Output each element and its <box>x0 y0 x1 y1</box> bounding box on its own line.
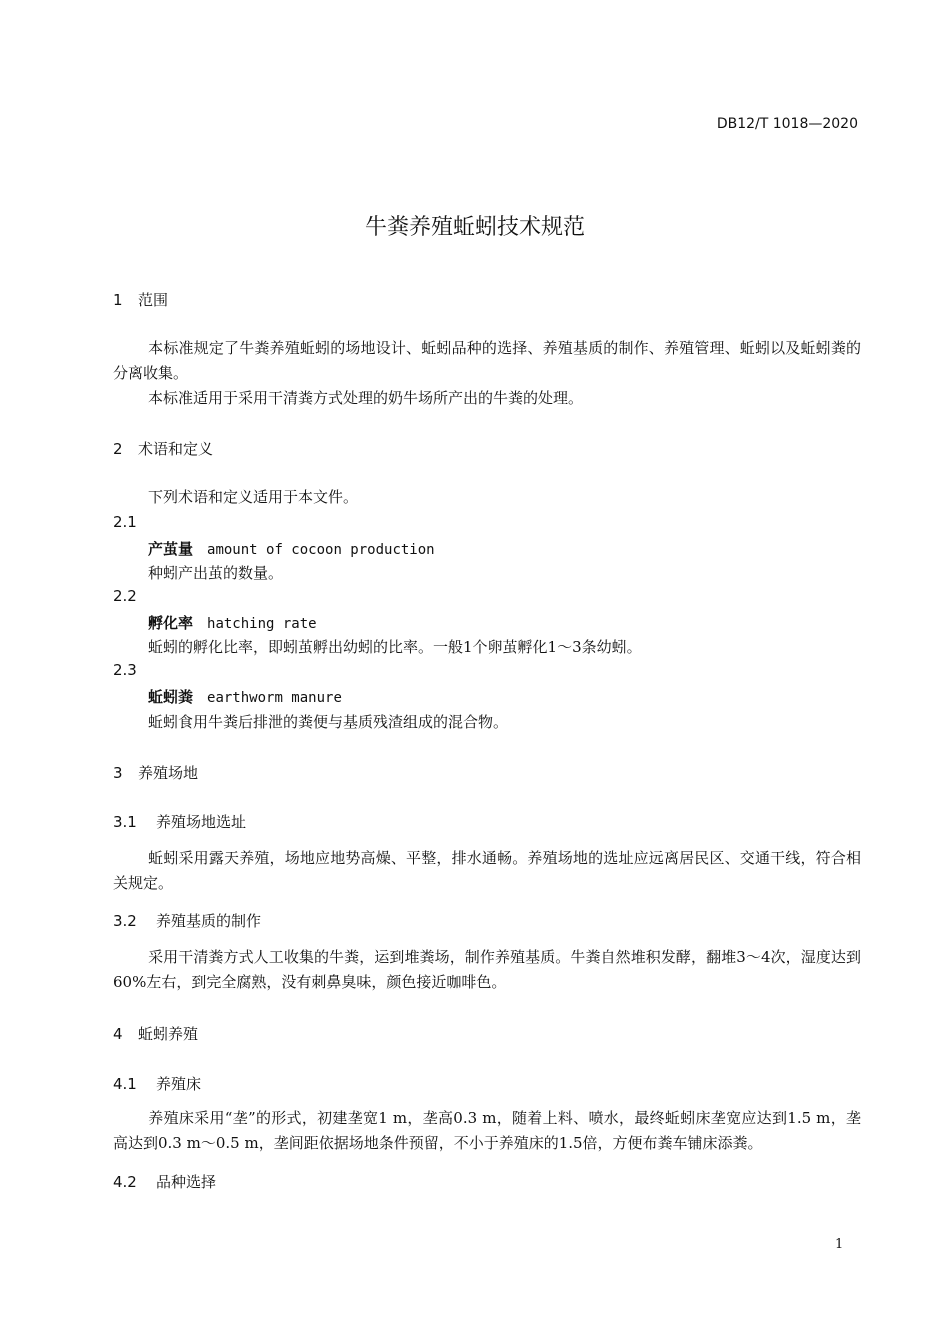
paragraph-text: 本标准规定了牛粪养殖蚯蚓的场地设计、蚯蚓品种的选择、养殖基质的制作、养殖管理、蚯蚓以及蚯蚓粪的分离收集。 <box>113 339 861 382</box>
section-1-paragraph-2 <box>113 386 861 411</box>
term-entry <box>148 612 317 633</box>
section-1-paragraph-1 <box>113 336 861 386</box>
subsection-number: 3.1 <box>113 813 137 831</box>
term-chinese: 孵化率 <box>148 614 194 632</box>
term-number: 2.3 <box>113 661 137 679</box>
term-definition: 蚯蚓食用牛粪后排泄的粪便与基质残渣组成的混合物。 <box>148 713 509 731</box>
subsection-number: 3.2 <box>113 912 137 930</box>
page-title: 牛粪养殖蚯蚓技术规范 <box>364 215 585 240</box>
subsection-4-1-heading <box>113 1073 201 1094</box>
section-2-heading <box>113 438 213 459</box>
section-2-intro <box>113 485 861 510</box>
term-english: earthworm manure <box>207 690 342 706</box>
paragraph-text: 采用干清粪方式人工收集的牛粪，运到堆粪场，制作养殖基质。牛粪自然堆积发酵，翻堆3～4次，湿度达到60%左右，到完全腐熟，没有刺鼻臭味，颜色接近咖啡色。 <box>113 948 861 991</box>
paragraph-text: 蚯蚓采用露天养殖，场地应地势高燥、平整，排水通畅。养殖场地的选址应远离居民区、交通干线，符合相关规定。 <box>113 849 861 892</box>
term-number: 2.2 <box>113 587 137 605</box>
term-english: hatching rate <box>207 616 317 632</box>
term-definition: 蚯蚓的孵化比率，即蚓茧孵出幼蚓的比率。一般1个卵茧孵化1～3条幼蚓。 <box>148 638 642 656</box>
subsection-3-1-paragraph <box>113 846 861 896</box>
section-number: 4 <box>113 1025 123 1043</box>
subsection-3-2-heading <box>113 910 261 931</box>
subsection-number: 4.2 <box>113 1173 137 1191</box>
subsection-title: 养殖场地选址 <box>156 813 247 831</box>
subsection-4-1-paragraph <box>113 1106 861 1156</box>
term-english: amount of cocoon production <box>207 542 435 558</box>
subsection-3-1-heading <box>113 811 246 832</box>
section-title: 养殖场地 <box>138 764 199 782</box>
section-title: 范围 <box>138 291 169 309</box>
paragraph-text: 养殖床采用“垄”的形式，初建垄宽1 m，垄高0.3 m，随着上料、喷水，最终蚯蚓床垄宽应达到1.5 m，垄高达到0.3 m～0.5 m，垄间距依据场地条件预留，不小于养殖床的1.5倍，方便布粪车铺床添粪。 <box>113 1109 861 1152</box>
term-definition: 种蚓产出茧的数量。 <box>148 564 284 582</box>
section-1-heading <box>113 289 168 310</box>
paragraph-text: 下列术语和定义适用于本文件。 <box>148 488 359 506</box>
document-code: DB12/T 1018—2020 <box>716 116 858 132</box>
subsection-title: 养殖床 <box>156 1075 202 1093</box>
term-entry <box>148 686 342 707</box>
term-chinese: 蚯蚓粪 <box>148 688 194 706</box>
subsection-title: 养殖基质的制作 <box>156 912 262 930</box>
subsection-title: 品种选择 <box>156 1173 217 1191</box>
paragraph-text: 本标准适用于采用干清粪方式处理的奶牛场所产出的牛粪的处理。 <box>148 389 584 407</box>
page-number: 1 <box>835 1237 844 1252</box>
term-number: 2.1 <box>113 513 137 531</box>
section-3-heading <box>113 762 198 783</box>
section-title: 术语和定义 <box>138 440 214 458</box>
section-title: 蚯蚓养殖 <box>138 1025 199 1043</box>
term-entry <box>148 538 435 559</box>
section-number: 1 <box>113 291 123 309</box>
subsection-4-2-heading <box>113 1171 216 1192</box>
subsection-number: 4.1 <box>113 1075 137 1093</box>
section-number: 3 <box>113 764 123 782</box>
subsection-3-2-paragraph <box>113 945 861 995</box>
section-number: 2 <box>113 440 123 458</box>
term-chinese: 产茧量 <box>148 540 194 558</box>
section-4-heading <box>113 1023 198 1044</box>
